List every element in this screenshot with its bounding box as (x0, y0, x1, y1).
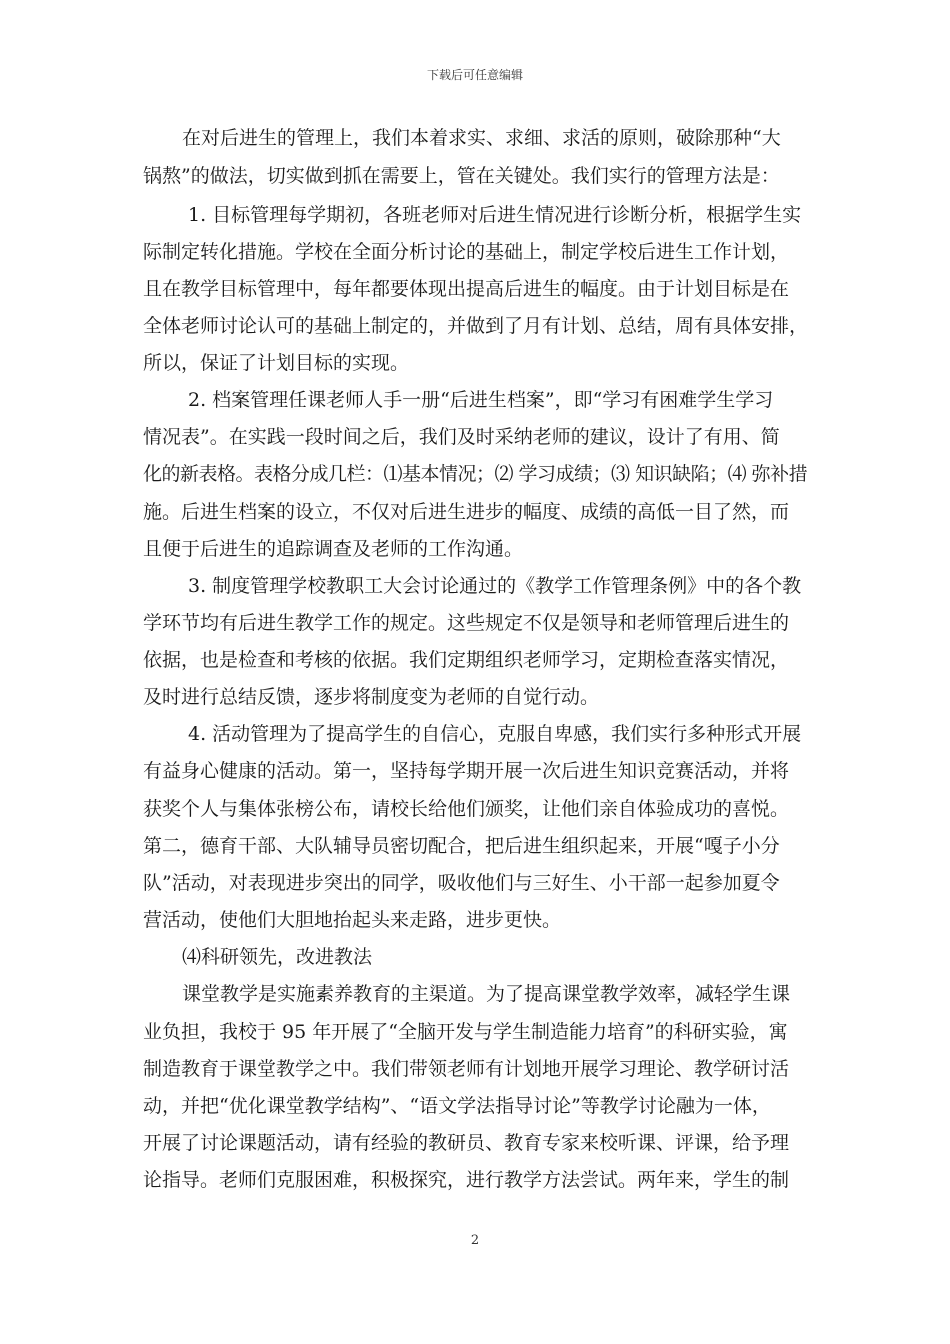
text-line: 全体老师讨论认可的基础上制定的，并做到了月有计划、总结，周有具体安排， (143, 315, 809, 337)
text-line: 制造教育于课堂教学之中。我们带领老师有计划地开展学习理论、教学研讨活 (143, 1058, 790, 1080)
text-line: 施。后进生档案的设立，不仅对后进生进步的幅度、成绩的高低一目了然，而 (143, 501, 790, 523)
text-line: 在对后进生的管理上，我们本着求实、求细、求活的原则，破除那种“大 (182, 127, 781, 149)
text-line: 1. 目标管理每学期初，各班老师对后进生情况进行诊断分析，根据学生实 (188, 204, 802, 226)
text-line: 及时进行总结反馈，逐步将制度变为老师的自觉行动。 (143, 686, 600, 708)
text-line: 队”活动，对表现进步突出的同学，吸收他们与三好生、小干部一起参加夏令 (143, 872, 780, 894)
text-line: 论指导。老师们克服困难，积极探究，进行教学方法尝试。两年来，学生的制 (143, 1169, 790, 1191)
text-line: 际制定转化措施。学校在全面分析讨论的基础上，制定学校后进生工作计划， (143, 241, 790, 263)
text-line: 业负担，我校于 95 年开展了“全脑开发与学生制造能力培育”的科研实验，寓 (143, 1021, 788, 1043)
text-line: 动，并把“优化课堂教学结构”、“语文学法指导讨论”等教学讨论融为一体， (143, 1095, 771, 1117)
page-number: 2 (470, 1233, 480, 1248)
text-line: 获奖个人与集体张榜公布，请校长给他们颁奖，让他们亲自体验成功的喜悦。 (143, 798, 790, 820)
text-line: 学环节均有后进生教学工作的规定。这些规定不仅是领导和老师管理后进生的 (143, 612, 790, 634)
text-line: 化的新表格。表格分成几栏：⑴基本情况；⑵ 学习成绩；⑶ 知识缺陷；⑷ 弥补措 (143, 463, 808, 485)
text-line: 课堂教学是实施素养教育的主渠道。为了提高课堂教学效率，减轻学生课 (182, 983, 791, 1005)
text-line: 有益身心健康的活动。第一，坚持每学期开展一次后进生知识竞赛活动，并将 (143, 760, 790, 782)
text-line: 情况表”。在实践一段时间之后，我们及时采纳老师的建议，设计了有用、简 (143, 426, 780, 448)
text-line: 营活动，使他们大胆地抬起头来走路，进步更快。 (143, 909, 562, 931)
text-line: 且在教学目标管理中，每年都要体现出提高后进生的幅度。由于计划目标是在 (143, 278, 790, 300)
text-line: 2. 档案管理任课老师人手一册“后进生档案”，即“学习有困难学生学习 (188, 389, 774, 411)
text-line: 所以，保证了计划目标的实现。 (143, 352, 410, 374)
text-line: 第二，德育干部、大队辅导员密切配合，把后进生组织起来，开展“嘎子小分 (143, 835, 780, 857)
text-line: 开展了讨论课题活动，请有经验的教研员、教育专家来校听课、评课，给予理 (143, 1132, 790, 1154)
text-line: 锅熬”的做法，切实做到抓在需要上，管在关键处。我们实行的管理方法是： (143, 165, 780, 187)
text-line: 且便于后进生的追踪调查及老师的工作沟通。 (143, 538, 524, 560)
section-heading: ⑷科研领先，改进教法 (182, 946, 373, 968)
text-line: 3. 制度管理学校教职工大会讨论通过的《教学工作管理条例》中的各个教 (188, 575, 802, 597)
text-line: 依据，也是检查和考核的依据。我们定期组织老师学习，定期检查落实情况， (143, 649, 790, 671)
header-note: 下载后可任意编辑 (426, 68, 523, 82)
text-line: 4. 活动管理为了提高学生的自信心，克服自卑感，我们实行多种形式开展 (188, 723, 802, 745)
